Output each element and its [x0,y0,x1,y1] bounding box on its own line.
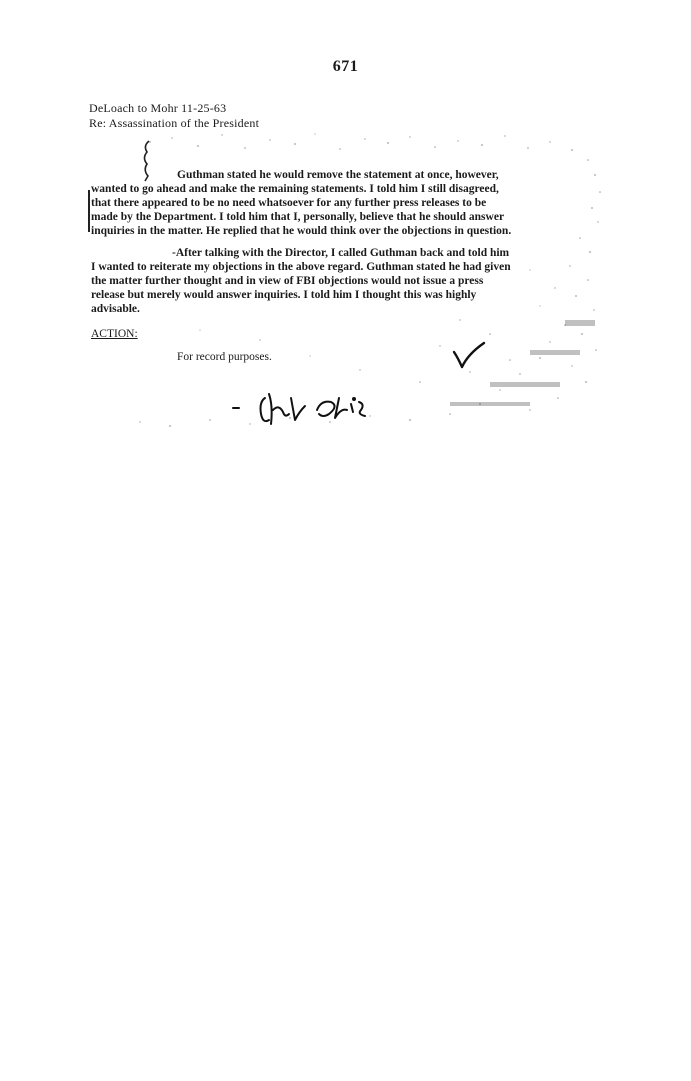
paragraph-1-line-1: Guthman stated he would remove the statement at once, however, [177,169,499,181]
page-number: 671 [332,58,359,75]
paragraph-2-line-1: -After talking with the Director, I called Guthman back and told him [172,247,510,259]
paragraph-2-line-3: the matter further thought and in view of FBI objections would not issue a press [91,275,484,287]
action-label: ACTION: [91,328,138,340]
checkmark-icon [450,340,490,372]
paragraph-1-line-4: made by the Department. I told him that I, personally, believe that he should answer [91,211,505,223]
paragraph-1-line-5: inquiries in the matter. He replied that he would think over the objections in question. [91,225,512,237]
handwritten-initials-signature [225,384,395,432]
memo-from-line: DeLoach to Mohr 11-25-63 [89,101,227,115]
paragraph-1-line-2: wanted to go ahead and make the remaining statements. I told him I still disagreed, [91,183,499,195]
paragraph-1-line-3: that there appeared to be no need whatsoever for any further press releases to be [91,197,487,209]
margin-bar-mark [88,190,90,232]
memo-re-line: Re: Assassination of the President [89,116,260,130]
memo-body [0,0,691,460]
paragraph-2-line-4: release but merely would answer inquiries. I told him I thought this was highly [91,289,477,301]
paragraph-2-line-2: I wanted to reiterate my objections in the above regard. Guthman stated he had given [91,261,511,273]
margin-bracket-mark [141,140,153,182]
action-text: For record purposes. [177,351,272,363]
paragraph-2-line-5: advisable. [91,303,140,315]
